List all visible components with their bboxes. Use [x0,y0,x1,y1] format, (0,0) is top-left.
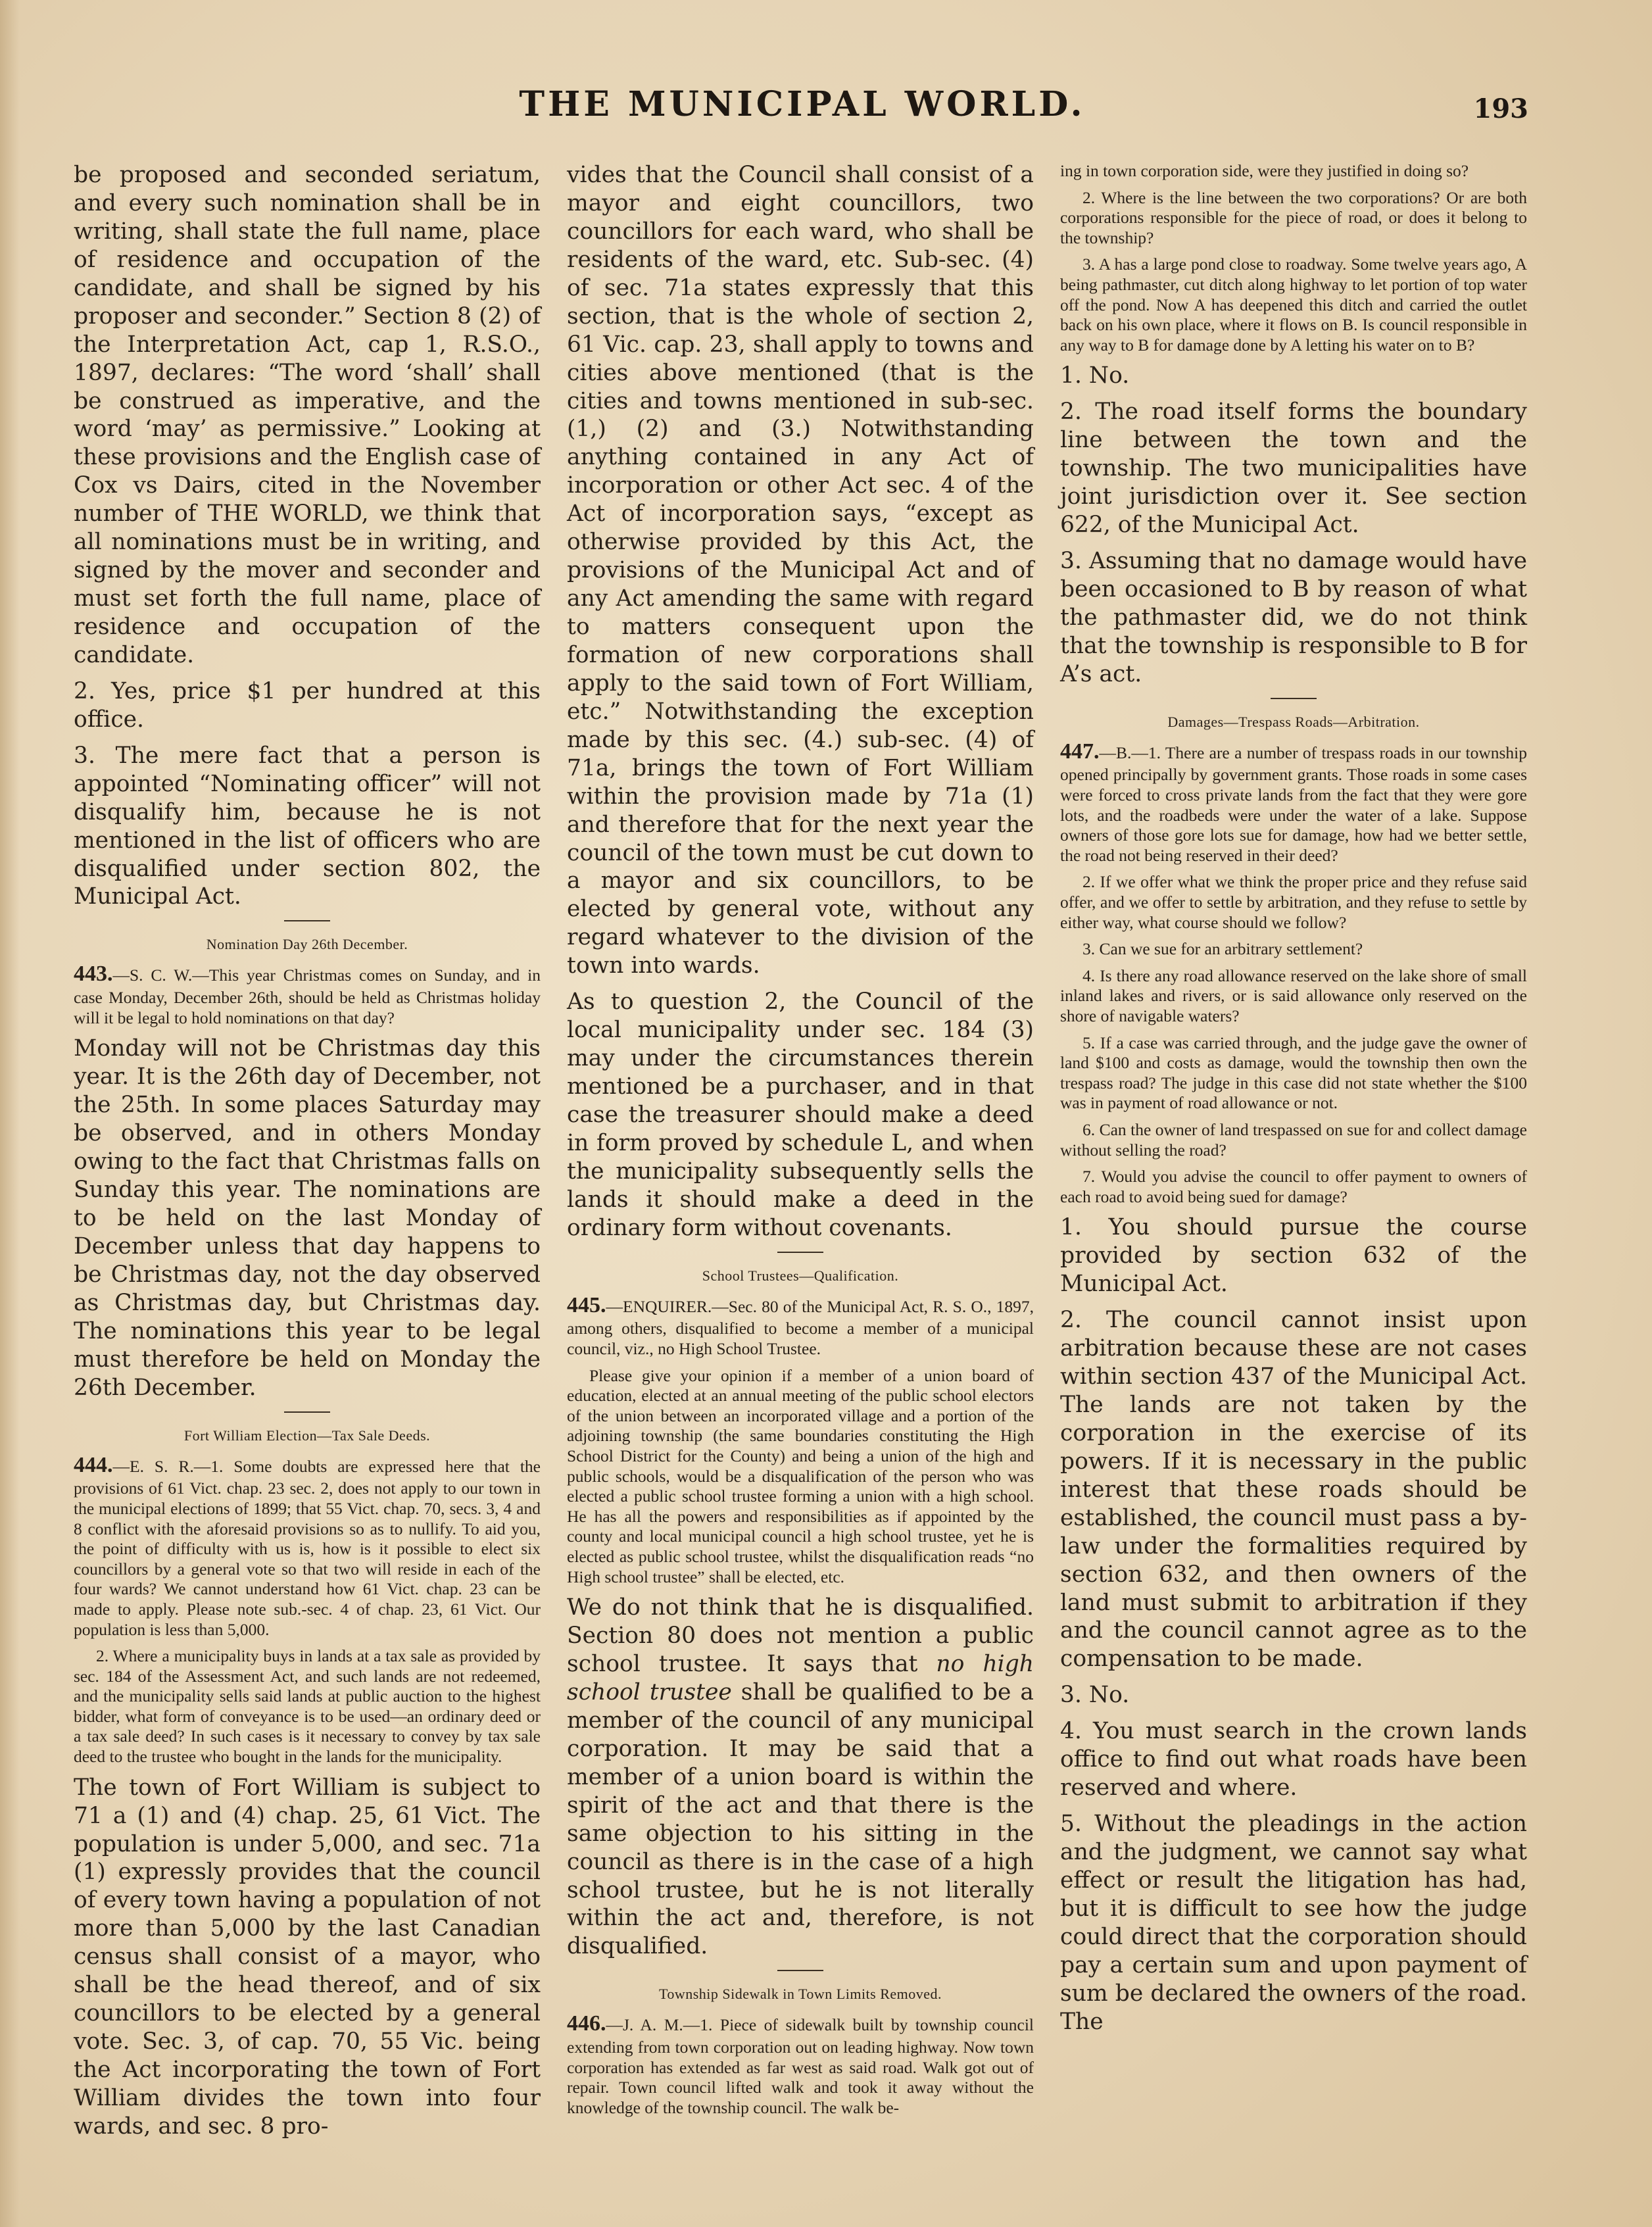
answer-paragraph [567,1594,1034,1961]
question-text: 6. Can the owner of land trespassed on sue for and collect damage without selling the road? [1060,1119,1527,1160]
question-text: 3. Can we sue for an arbitrary settlement? [1082,939,1363,959]
section-divider [1271,698,1317,699]
answer-paragraph: Monday will not be Christmas day this year. It is the 26th day of December, not the 25th. In some places Saturday may be observed, and in others Monday owing to the fact that Christmas falls on Sunday this year. The nominations are to be held on the last Monday of December unless that day happens to be Christmas day, not the day observed as Christmas day, but Christmas day. The nominations this year to be legal must therefore be held on Monday the 26th December. [74,1035,541,1401]
answer-paragraph: The town of Fort William is subject to 71 a (1) and (4) chap. 25, 61 Vict. The population is under 5,000, and sec. 71a (1) expressly provides that the council of every town having a population of not more than 5,000 by the last Canadian census shall consist of a mayor, who shall be the head thereof, and of six councillors to be elected by a general vote. Sec. 3, of cap. 70, 55 Vic. being the Act incorporating the town of Fort William divides the town into four wards, and sec. 8 pro- [74,1774,541,2140]
answer-paragraph: 2. The council cannot insist upon arbitration because these are not cases within section 437 of the Municipal Act. The lands are not taken by the corporation in the exercise of its powers. If it is necessary in the public interest that these roads should be established, the council must pass a by-law under the formalities required by section 632, and then owners of the land must submit to arbitration if they and the council cannot agree as to the compensation to be made. [1060,1307,1527,1673]
paragraph: 3. The mere fact that a person is appointed “Nominating officer” will not disqualify him, because he is not mentioned in the list of officers who are disqualified under section 802, the Municipal Act. [74,742,541,910]
answer-paragraph: 1. You should pursue the course provided by section 632 of the Municipal Act. [1060,1214,1527,1298]
question-text: —E. S. R.—1. Some doubts are expressed here that the provisions of 61 Vict. chap. 23 sec. 2, does not apply to our town in the municipal elections of 1899; that 55 Vict. chap. 70, secs. 3, 4 and 8 conflict with the aforesaid provisions so as to nullify. To aid you, the point of difficulty with us is, how is it possible to elect six councillors by a general vote so that two will reside in each of the four wards? We cannot understand how 61 Vict. chap. 23 can be made to apply. Please note sub.-sec. 4 of chap. 23, 61 Vict. Our population is less than 5,000. [74,1456,541,1639]
paragraph: 2. Yes, price $1 per hundred at this office. [74,677,541,733]
page-header [72,84,1532,137]
answer-paragraph: 3. Assuming that no damage would have been occasioned to B by reason of what the pathmaster did, we do not think that the township is responsible to B for A’s act. [1060,547,1527,687]
page-number: 193 [1473,93,1528,124]
section-divider [777,1970,823,1971]
section-heading: School Trustees—Qualification. [702,1267,899,1284]
question-text: 2. Where is the line between the two corporations? Or are both corporations responsible for the piece of road, or does it belong to the township? [1060,187,1527,247]
paragraph: As to question 2, the Council of the local municipality under sec. 184 (3) may under the circumstances therein mentioned be a purchaser, and in that case the treasurer should make a deed in form proved by schedule L, and when the municipality subsequently sells the lands it should make a deed in the ordinary form without covenants. [567,989,1034,1241]
section-divider [777,1252,823,1253]
answer-emphasis: no high school trustee [567,1651,1034,1705]
question-text: —S. C. W.—This year Christmas comes on Sunday, and in case Monday, December 26th, should be held as Christmas holiday will it be legal to hold nominations on that day? [74,966,541,1027]
question-444 [74,1452,541,1640]
question-number: 445. [567,1292,606,1317]
section-heading: Damages—Trespass Roads—Arbitration. [1167,713,1420,730]
question-443 [74,961,541,1028]
question-445 [567,1292,1034,1359]
answer-text: We do not think that he is disqualified. Section 80 does not mention a public school trustee. It says that [567,1594,1034,1678]
paragraph: be proposed and seconded seriatum, and every such nomination shall be in writing, shall state the full name, place of residence and occupation of the candidate, and shall be signed by his proposer and seconder.” Section 8 (2) of the Interpretation Act, cap 1, R.S.O., 1897, declares: “The word ‘shall’ shall be construed as imperative, and the word ‘may’ as permissive.” Looking at these provisions and the English case of Cox vs Dairs, cited in the November number of THE WORLD, we think that all nominations must be in writing, and signed by the mover and seconder and must set forth the full name, place of residence and occupation of the candidate. [74,162,541,668]
section-heading: Nomination Day 26th December. [206,936,408,953]
section-divider [284,1411,330,1413]
question-446 [567,2011,1034,2118]
question-text: Please give your opinion if a member of a union board of education, elected at an annual meeting of the public school electors of the union between an incorporated village and a portion of the adjoining township (the same boundaries constituting the High School District for the County) and being a union of the high and public schools, would be a disqualification of the person who was elected a public school trustee forming a union with a high school. He has all the powers and responsibilities as if appointed by the county and local municipal council a high school trustee, yet he is elected as public school trustee, whilst the disqualification reads “no High school trustee” shall be elected, etc. [567,1365,1034,1586]
question-number: 446. [567,2011,606,2036]
question-text: 2. Where a municipality buys in lands at a tax sale as provided by sec. 184 of the Assessment Act, and such lands are not redeemed, and the municipality sells said lands at public auction to the highest bidder, what form of conveyance is to be used—an ordinary deed or a tax sale deed? In such cases is it necessary to convey by tax sale deed to the trustee who bought in the lands for the municipality. [74,1646,541,1767]
question-447 [1060,739,1527,866]
question-number: 447. [1060,739,1100,764]
answer-paragraph: 3. No. [1060,1682,1130,1709]
question-text: —ENQUIRER.—Sec. 80 of the Municipal Act, R. S. O., 1897, among others, disqualified to become a member of a municipal council, viz., no High School Trustee. [567,1296,1034,1359]
answer-paragraph: 1. No. [1060,362,1130,389]
page-fold-shadow [0,0,20,2227]
question-text: —B.—1. There are a number of trespass roads in our township opened principally by government grants. Those roads in some cases were forced to cross private lands from the fact that they were gore lots, and the roadbeds were under the water of a lake. Suppose owners of those gore lots sue for damage, how had we better settle, the road not being reserved in their deed? [1060,743,1527,865]
question-text: —J. A. M.—1. Piece of sidewalk built by township council extending from town corporation out on leading highway. Now town corporation has extended as far west as said road. Walk got out of repair. Town council lifted walk and took it away without the knowledge of the township council. The walk be- [567,2015,1034,2117]
question-number: 444. [74,1452,113,1477]
answer-paragraph: 2. The road itself forms the boundary line between the town and the township. The two municipalities have joint jurisdiction over it. See section 622, of the Municipal Act. [1060,399,1527,539]
section-heading: Township Sidewalk in Town Limits Removed. [658,1986,942,2003]
section-divider [284,920,330,921]
paragraph: vides that the Council shall consist of a mayor and eight councillors, two councillors for each ward, who shall be residents of the ward, etc. Sub-sec. (4) of sec. 71a states expressly that this section, that is the whole of section 2, 61 Vic. cap. 23, shall apply to towns and cities above mentioned (that is the cities and towns mentioned in sub-sec. (1,) (2) and (3.) Notwithstanding anything contained in any Act of incorporation or other Act sec. 4 of the Act of incorporation says, “except as otherwise provided by this Act, the provisions of the Municipal Act and of any Act amending the same with regard to matters consequent upon the formation of new corporations shall apply to the said town of Fort William, etc.” Notwithstanding the exception made by this sec. (4.) sub-sec. (4) of 71a, brings the town of Fort William within the provision made by 71a (1) and therefore that for the next year the council of the town must be cut down to a mayor and six councillors, to be elected by general vote, without any regard whatever to the division of the town into wards. [567,162,1034,979]
answer-paragraph: 4. You must search in the crown lands office to find out what roads have been reserved and where. [1060,1718,1527,1801]
column-left [74,161,541,2149]
question-number: 443. [74,962,113,987]
column-right [1060,161,1527,2044]
answer-paragraph: 5. Without the pleadings in the action and the judgment, we cannot say what effect or result the litigation has had, but it is difficult to see how the judge could direct that the corporation should pay a certain sum and upon payment of sum be declared the owners of the road. The [1060,1811,1527,2035]
answer-text: shall be qualified to be a member of the council of any municipal corporation. It may be said that a member of a union board is within the spirit of the act and that there is the same objection to his sitting in the council as there is in the case of a high school trustee, but he is not literally within the act and, therefore, is not disqualified. [567,1678,1034,1960]
section-heading: Fort William Election—Tax Sale Deeds. [183,1427,431,1444]
question-text: ing in town corporation side, were they justified in doing so? [1060,161,1469,180]
question-text: 4. Is there any road allowance reserved on the lake shore of small inland lakes and rivers, or is said allowance only reserved on the shore of navigable waters? [1060,966,1527,1025]
question-text: 7. Would you advise the council to offer payment to owners of each road to avoid being sued for damage? [1060,1167,1527,1206]
column-middle [567,161,1034,2125]
question-text: 5. If a case was carried through, and the judge gave the owner of land $100 and costs as damage, would the township then own the trespass road? The judge in this case did not state whether the $100 was in payment of road allowance or not. [1060,1033,1527,1113]
question-text: 3. A has a large pond close to roadway. Some twelve years ago, A being pathmaster, cut ditch along highway to let portion of top water off the pond. Now A has deepened this ditch and carried the outlet back on his own place, where it flows on B. Is council responsible in any way to B for damage done by A letting his water on to B? [1060,255,1527,355]
question-text: 2. If we offer what we think the proper price and they refuse said offer, and we offer to settle by arbitration, and they refuse to settle by either way, what course should we follow? [1060,872,1527,932]
masthead-title: THE MUNICIPAL WORLD. [519,84,1086,124]
